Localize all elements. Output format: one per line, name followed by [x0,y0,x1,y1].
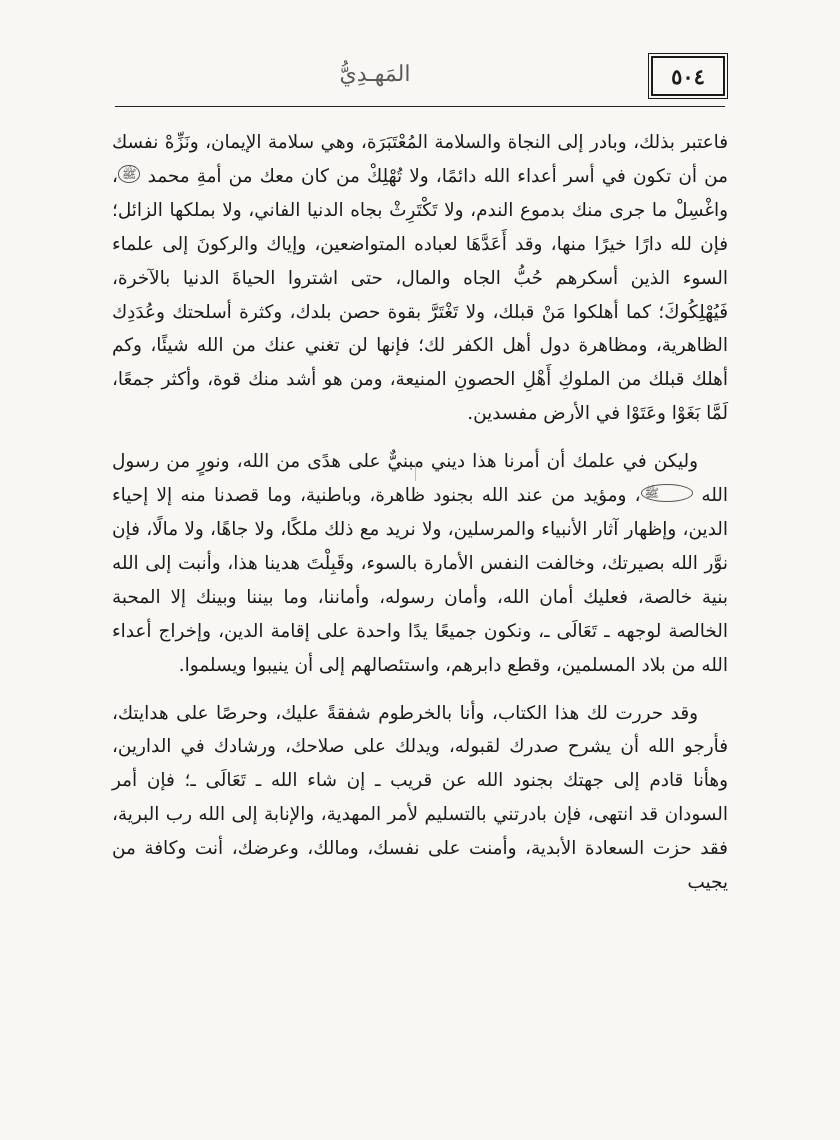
text-line: وخالفت النفس الأمارة بالسوء، وقَبِلْتَ هدينا هذا، وأنبت إلى الله بنية خالصة، فعليك [112,552,729,608]
page-number: ٥٠٤ [671,63,705,89]
text-line: الذين أسكرهم حُبُّ الجاه والمال، حتى اشتروا الحياةَ الدنيا بالآخرة، فَيُهْلِكُوكَ؛ كما [112,267,728,323]
text-line: فاعتبر بذلك، وبادر إلى النجاة والسلامة المُعْتَبَرَة، وهي سلامة الإيمان، ونَزِّهْ نفسك من [112,132,728,187]
paragraph-3 [112,697,728,900]
text-line: الأرض مفسدين. [467,403,591,425]
text-line: أمان الله، وأمان رسوله، وأماننا، وما بيننا وبينك إلا المحبة الخالصة لوجهه ـ تَعَالَى ـ، [112,586,728,642]
text-line: قد انتهى، فإن بادرتني بالتسليم لأمر المهدية، والإنابة إلى الله رب البرية، فقد حزت [112,804,728,860]
text-line: ، واغْسِلْ ما جرى منك بدموع الندم، ولا تَكْتَرِثْ بجاه الدنيا الفاني، ولا بملكها الزائل؛ [112,165,728,221]
text-line: وقطع دابرهم، واستئصالهم إلى أن ينيبوا ويسلموا. [178,654,550,676]
text-line: السعادة الأبدية، وأمنت على نفسك، ومالك، وعرضك، أنت وكافة من يجيب [112,838,728,894]
text-line: أهلكوا مَنْ قبلك، ولا تَغْتَرَّ بقوة حصن بلدك، وكثرة أسلحتك وعُدَدِك الظاهرية، [112,301,728,357]
text-line: الأنبياء والمرسلين، ولا نريد مع ذلك ملكًا، ولا جاهًا، ولا مالًا، فإن نوَّر الله بصيرتك، [112,518,728,574]
text-line: الملوكِ أَهْلِ الحصونِ المنيعة، ومن هو أشد منك قوة، وأكثر جمعًا، لَمَّا بَغَوْا وعَتَوْا في [112,369,728,425]
page-header [115,56,725,110]
running-title: المَهـدِيُّ [339,62,411,87]
header-divider [115,106,725,107]
text-line: وقد حررت لك هذا الكتاب، وأنا بالخرطوم شفقةً عليك، وحرصًا على هدايتك، [112,702,698,724]
body-text [112,126,728,900]
text-line: ، ومؤيد من عند الله بجنود ظاهرة، وباطنية، وما قصدنا منه إلا إحياء الدين، وإظهار آثار [112,485,728,540]
paragraph-2 [112,445,728,682]
page-number-box [651,56,725,96]
text-line: ونكون جميعًا يدًا واحدة على إقامة الدين، وإخراج أعداء الله من بلاد المسلمين، [112,620,728,676]
text-line: أن تكون في أسر أعداء الله دائمًا، ولا تُهْلِكْ من كان معك من أمةِ محمد [147,165,697,187]
text-line: فأرجو الله أن يشرح صدرك لقبوله، ويدلك على صلاحك، ورشادك في الدارين، [112,736,728,758]
honorific-icon: ﷺ [641,484,694,502]
text-line: فإن لله دارًا خيرًا منها، وقد أَعَدَّهَا لعباده المتواضعين، وإياك والركونَ إلى علماء السوء [112,233,728,289]
paragraph-1 [112,126,728,431]
text-line: ومظاهرة دول أهل الكفر لك؛ فإنها لن تغني عنك من الله شيئًا، وكم أهلك قبلك من [112,335,728,391]
honorific-icon: ﷺ [118,165,141,183]
text-line: وهأنا قادم إلى جهتك بجنود الله عن قريب ـ إن شاء الله ـ تَعَالَى ـ؛ فإن أمر السودان [112,770,728,826]
margin-mark [415,463,416,481]
text-line: وليكن في علمك أن أمرنا هذا ديني مبنيٌّ على هدًى من الله، ونورٍ من رسول الله [112,451,728,507]
